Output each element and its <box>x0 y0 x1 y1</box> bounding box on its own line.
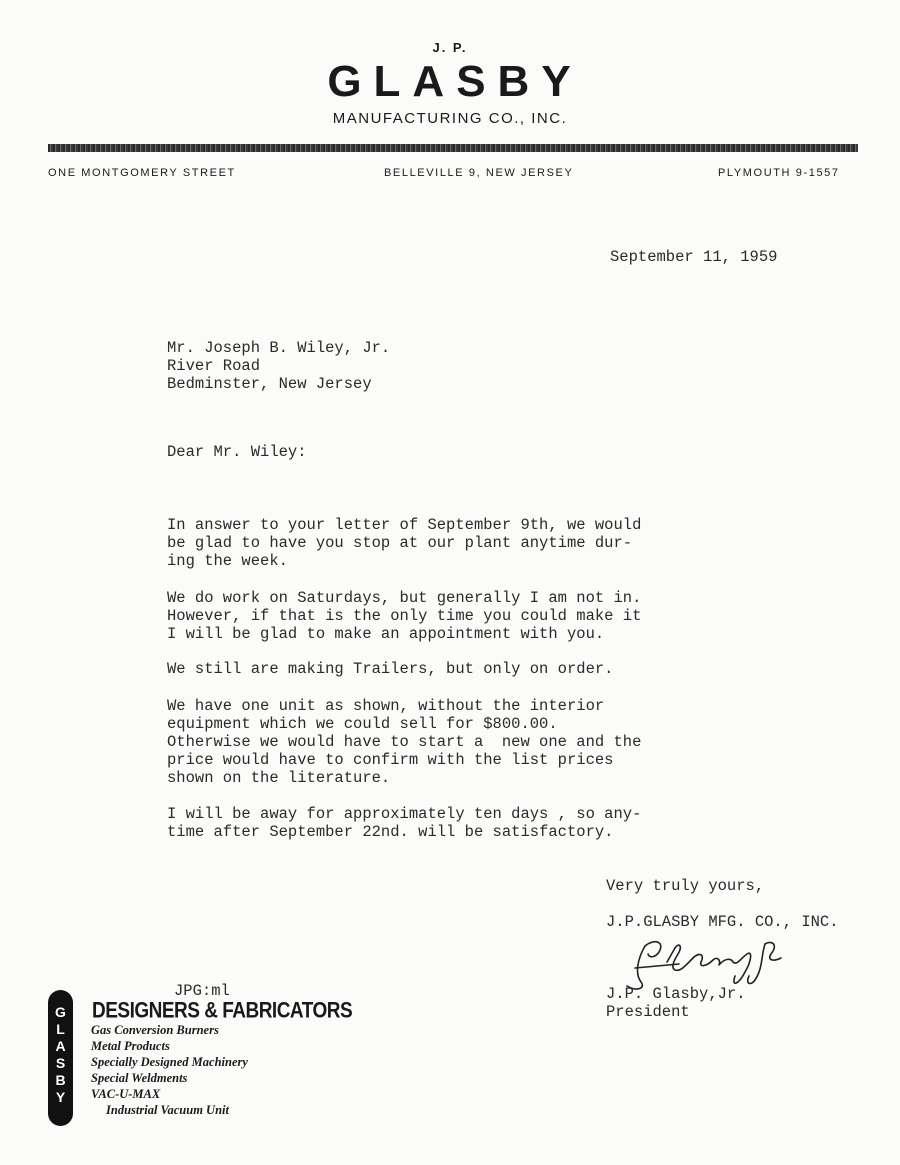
product-item: VAC-U-MAX <box>91 1087 161 1101</box>
paragraph-line: equipment which we could sell for $800.00. <box>167 715 558 733</box>
paragraph-2 <box>167 589 641 643</box>
footer-title: DESIGNERS & FABRICATORS <box>92 999 353 1024</box>
signer-block <box>606 985 746 1021</box>
paragraph-line: time after September 22nd. will be satisfactory. <box>167 823 614 841</box>
letterhead-initials: J. P. <box>432 40 468 55</box>
badge-letter: B <box>55 1072 66 1088</box>
company-subtitle: MANUFACTURING CO., INC. <box>332 110 568 127</box>
paragraph-4 <box>167 697 641 787</box>
reference-initials: JPG:ml <box>174 982 230 1000</box>
phone-number: PLYMOUTH 9-1557 <box>718 167 840 179</box>
badge-letter: S <box>55 1055 66 1071</box>
complimentary-close: Very truly yours, <box>606 877 765 895</box>
product-item: Specially Designed Machinery <box>91 1055 248 1069</box>
paragraph-5 <box>167 805 641 841</box>
paragraph-line: price would have to confirm with the list prices <box>167 751 614 769</box>
badge-letter: Y <box>55 1089 66 1105</box>
paragraph-line: shown on the literature. <box>167 769 391 787</box>
letterhead-rule <box>48 144 858 152</box>
paragraph-line: I will be away for approximately ten days , so any- <box>167 805 642 823</box>
paragraph-3 <box>167 660 613 678</box>
product-item: Gas Conversion Burners <box>91 1023 219 1037</box>
paragraph-line: ing the week. <box>167 552 288 570</box>
signer-title: President <box>606 1003 690 1021</box>
product-item: Special Weldments <box>91 1071 188 1085</box>
company-signoff: J.P.GLASBY MFG. CO., INC. <box>606 913 839 931</box>
recipient-name: Mr. Joseph B. Wiley, Jr. <box>167 339 391 357</box>
street-address: ONE MONTGOMERY STREET <box>48 167 236 179</box>
paragraph-1 <box>167 516 641 570</box>
recipient-city: Bedminster, New Jersey <box>167 375 372 393</box>
city-address: BELLEVILLE 9, NEW JERSEY <box>384 167 574 179</box>
product-subitem: Industrial Vacuum Unit <box>106 1103 229 1117</box>
badge-letter: L <box>56 1021 65 1037</box>
recipient-block <box>167 339 390 393</box>
salutation: Dear Mr. Wiley: <box>167 443 307 461</box>
paragraph-line: However, if that is the only time you could make it <box>167 607 642 625</box>
paragraph-line: We have one unit as shown, without the interior <box>167 697 605 715</box>
paragraph-line: We do work on Saturdays, but generally I am not in. <box>167 589 642 607</box>
paragraph-line: In answer to your letter of September 9th, we would <box>167 516 642 534</box>
letter-date: September 11, 1959 <box>610 248 778 266</box>
badge-letters <box>48 1004 73 1106</box>
paragraph-line: We still are making Trailers, but only on order. <box>167 660 614 678</box>
paragraph-line: I will be glad to make an appointment with you. <box>167 625 605 643</box>
product-list <box>91 1022 248 1118</box>
paragraph-line: be glad to have you stop at our plant anytime dur- <box>167 534 633 552</box>
company-name: GLASBY <box>327 57 583 106</box>
signer-name: J.P. Glasby,Jr. <box>606 985 746 1003</box>
paragraph-line: Otherwise we would have to start a new one and the <box>167 733 642 751</box>
product-item: Metal Products <box>91 1039 170 1053</box>
badge-letter: G <box>55 1004 66 1020</box>
recipient-street: River Road <box>167 357 261 375</box>
badge-letter: A <box>55 1038 66 1054</box>
